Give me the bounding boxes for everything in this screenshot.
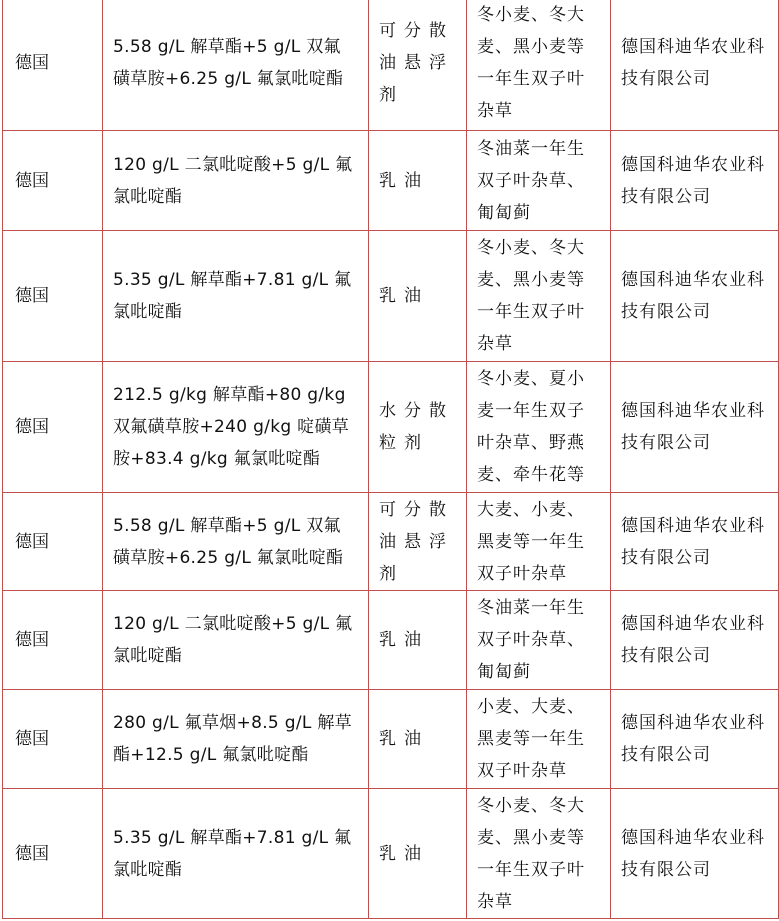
active-ingredient-cell: 120 g/L 二氯吡啶酸+5 g/L 氟氯吡啶酯	[103, 131, 369, 231]
country-cell: 德国	[3, 591, 103, 690]
country-cell: 德国	[3, 789, 103, 919]
formulation-cell: 乳油	[369, 789, 467, 919]
country-cell: 德国	[3, 231, 103, 362]
active-ingredient-cell: 5.58 g/L 解草酯+5 g/L 双氟磺草胺+6.25 g/L 氟氯吡啶酯	[103, 493, 369, 591]
target-weeds-cell: 冬小麦、夏小麦一年生双子叶杂草、野燕麦、牵牛花等	[467, 362, 611, 493]
country-cell: 德国	[3, 131, 103, 231]
table-row	[3, 131, 779, 231]
formulation-cell: 可分散油悬浮剂	[369, 0, 467, 131]
formulation-cell: 乳油	[369, 131, 467, 231]
company-cell: 德国科迪华农业科技有限公司	[611, 690, 779, 789]
active-ingredient-cell: 5.35 g/L 解草酯+7.81 g/L 氟氯吡啶酯	[103, 789, 369, 919]
target-weeds-cell: 冬小麦、冬大麦、黑小麦等一年生双子叶杂草	[467, 789, 611, 919]
table-row	[3, 591, 779, 690]
target-weeds-cell: 冬小麦、冬大麦、黑小麦等一年生双子叶杂草	[467, 231, 611, 362]
table-row	[3, 362, 779, 493]
target-weeds-cell: 冬油菜一年生双子叶杂草、匍匐蓟	[467, 131, 611, 231]
target-weeds-cell: 小麦、大麦、黑麦等一年生双子叶杂草	[467, 690, 611, 789]
company-cell: 德国科迪华农业科技有限公司	[611, 131, 779, 231]
table-row	[3, 0, 779, 131]
formulation-cell: 乳油	[369, 591, 467, 690]
active-ingredient-cell: 5.58 g/L 解草酯+5 g/L 双氟磺草胺+6.25 g/L 氟氯吡啶酯	[103, 0, 369, 131]
company-cell: 德国科迪华农业科技有限公司	[611, 362, 779, 493]
target-weeds-cell: 大麦、小麦、黑麦等一年生双子叶杂草	[467, 493, 611, 591]
formulation-cell: 乳油	[369, 690, 467, 789]
company-cell: 德国科迪华农业科技有限公司	[611, 0, 779, 131]
country-cell: 德国	[3, 493, 103, 591]
company-cell: 德国科迪华农业科技有限公司	[611, 591, 779, 690]
country-cell: 德国	[3, 690, 103, 789]
target-weeds-cell: 冬小麦、冬大麦、黑小麦等一年生双子叶杂草	[467, 0, 611, 131]
table-row	[3, 789, 779, 919]
target-weeds-cell: 冬油菜一年生双子叶杂草、匍匐蓟	[467, 591, 611, 690]
formulation-cell: 乳油	[369, 231, 467, 362]
active-ingredient-cell: 280 g/L 氟草烟+8.5 g/L 解草酯+12.5 g/L 氟氯吡啶酯	[103, 690, 369, 789]
company-cell: 德国科迪华农业科技有限公司	[611, 493, 779, 591]
company-cell: 德国科迪华农业科技有限公司	[611, 231, 779, 362]
table-row	[3, 493, 779, 591]
formulation-cell: 水分散粒剂	[369, 362, 467, 493]
registration-table	[2, 0, 779, 919]
active-ingredient-cell: 212.5 g/kg 解草酯+80 g/kg 双氟磺草胺+240 g/kg 啶磺草胺+83.4 g/kg 氟氯吡啶酯	[103, 362, 369, 493]
active-ingredient-cell: 5.35 g/L 解草酯+7.81 g/L 氟氯吡啶酯	[103, 231, 369, 362]
country-cell: 德国	[3, 362, 103, 493]
country-cell: 德国	[3, 0, 103, 131]
formulation-cell: 可分散油悬浮剂	[369, 493, 467, 591]
table-row	[3, 231, 779, 362]
company-cell: 德国科迪华农业科技有限公司	[611, 789, 779, 919]
active-ingredient-cell: 120 g/L 二氯吡啶酸+5 g/L 氟氯吡啶酯	[103, 591, 369, 690]
table-row	[3, 690, 779, 789]
